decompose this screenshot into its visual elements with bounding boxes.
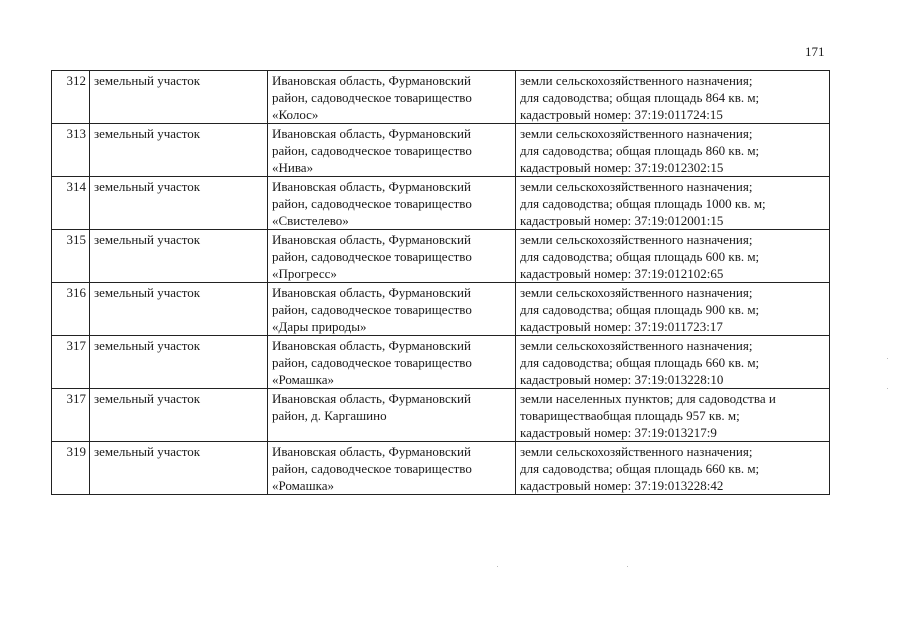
location-line: район, садоводческое товарищество <box>272 355 472 370</box>
description-cell <box>516 177 830 230</box>
description-line: кадастровый номер: 37:19:011723:17 <box>520 319 723 334</box>
row-number-cell: 317 <box>52 336 90 389</box>
description-line: кадастровый номер: 37:19:011724:15 <box>520 107 723 122</box>
object-type-cell: земельный участок <box>90 336 268 389</box>
scan-speck <box>887 388 888 389</box>
location-line: район, садоводческое товарищество <box>272 249 472 264</box>
location-line: Ивановская область, Фурмановский <box>272 338 471 353</box>
row-number-cell: 317 <box>52 389 90 442</box>
location-line: «Прогресс» <box>272 266 337 281</box>
table-row <box>52 230 830 283</box>
row-number-cell: 312 <box>52 71 90 124</box>
location-cell <box>268 442 516 495</box>
location-cell <box>268 71 516 124</box>
description-line: земли сельскохозяйственного назначения; <box>520 338 753 353</box>
location-line: Ивановская область, Фурмановский <box>272 391 471 406</box>
description-line: товариществаобщая площадь 957 кв. м; <box>520 408 740 423</box>
description-cell <box>516 389 830 442</box>
description-cell <box>516 230 830 283</box>
scan-speck <box>627 566 628 567</box>
row-number-cell: 316 <box>52 283 90 336</box>
description-line: для садоводства; общая площадь 900 кв. м; <box>520 302 760 317</box>
location-cell <box>268 389 516 442</box>
object-type-cell: земельный участок <box>90 230 268 283</box>
object-type-cell: земельный участок <box>90 283 268 336</box>
object-type-cell: земельный участок <box>90 442 268 495</box>
table-row <box>52 124 830 177</box>
location-line: Ивановская область, Фурмановский <box>272 285 471 300</box>
row-number-cell: 314 <box>52 177 90 230</box>
location-line: район, д. Каргашино <box>272 408 387 423</box>
description-line: кадастровый номер: 37:19:012102:65 <box>520 266 724 281</box>
location-line: район, садоводческое товарищество <box>272 302 472 317</box>
scan-speck <box>497 566 498 567</box>
location-line: «Дары природы» <box>272 319 367 334</box>
description-cell <box>516 336 830 389</box>
table-row <box>52 442 830 495</box>
location-line: «Нива» <box>272 160 314 175</box>
description-cell <box>516 71 830 124</box>
table-row <box>52 336 830 389</box>
location-line: Ивановская область, Фурмановский <box>272 126 471 141</box>
object-type-cell: земельный участок <box>90 177 268 230</box>
description-line: земли сельскохозяйственного назначения; <box>520 232 753 247</box>
description-line: земли населенных пунктов; для садоводства и <box>520 391 776 406</box>
description-line: кадастровый номер: 37:19:012302:15 <box>520 160 724 175</box>
description-line: земли сельскохозяйственного назначения; <box>520 73 753 88</box>
description-line: для садоводства; общая площадь 1000 кв. м; <box>520 196 766 211</box>
location-cell <box>268 177 516 230</box>
location-line: район, садоводческое товарищество <box>272 143 472 158</box>
location-cell <box>268 230 516 283</box>
location-line: «Свистелево» <box>272 213 349 228</box>
location-cell <box>268 336 516 389</box>
row-number-cell: 315 <box>52 230 90 283</box>
table-body <box>52 71 830 495</box>
description-line: кадастровый номер: 37:19:013228:42 <box>520 478 724 493</box>
row-number-cell: 319 <box>52 442 90 495</box>
row-number-cell: 313 <box>52 124 90 177</box>
location-cell <box>268 283 516 336</box>
location-line: Ивановская область, Фурмановский <box>272 232 471 247</box>
description-line: кадастровый номер: 37:19:013228:10 <box>520 372 724 387</box>
description-line: земли сельскохозяйственного назначения; <box>520 444 753 459</box>
description-line: кадастровый номер: 37:19:012001:15 <box>520 213 724 228</box>
object-type-cell: земельный участок <box>90 389 268 442</box>
table-row <box>52 177 830 230</box>
description-line: для садоводства; общая площадь 864 кв. м; <box>520 90 760 105</box>
table-row <box>52 283 830 336</box>
description-line: для садоводства; общая площадь 860 кв. м; <box>520 143 760 158</box>
location-line: Ивановская область, Фурмановский <box>272 73 471 88</box>
description-line: для садоводства; общая площадь 660 кв. м; <box>520 355 760 370</box>
page-number: 171 <box>805 44 825 59</box>
location-line: Ивановская область, Фурмановский <box>272 179 471 194</box>
location-line: «Ромашка» <box>272 478 334 493</box>
location-line: район, садоводческое товарищество <box>272 90 472 105</box>
description-cell <box>516 124 830 177</box>
description-line: для садоводства; общая площадь 600 кв. м; <box>520 249 760 264</box>
description-line: земли сельскохозяйственного назначения; <box>520 285 753 300</box>
location-cell <box>268 124 516 177</box>
location-line: Ивановская область, Фурмановский <box>272 444 471 459</box>
description-cell <box>516 283 830 336</box>
description-line: кадастровый номер: 37:19:013217:9 <box>520 425 717 440</box>
description-cell <box>516 442 830 495</box>
location-line: район, садоводческое товарищество <box>272 461 472 476</box>
table-row <box>52 389 830 442</box>
land-plots-table <box>51 70 830 495</box>
location-line: «Колос» <box>272 107 319 122</box>
description-line: земли сельскохозяйственного назначения; <box>520 126 753 141</box>
scan-speck <box>887 358 888 359</box>
object-type-cell: земельный участок <box>90 124 268 177</box>
table-row <box>52 71 830 124</box>
description-line: для садоводства; общая площадь 660 кв. м; <box>520 461 760 476</box>
description-line: земли сельскохозяйственного назначения; <box>520 179 753 194</box>
location-line: «Ромашка» <box>272 372 334 387</box>
object-type-cell: земельный участок <box>90 71 268 124</box>
location-line: район, садоводческое товарищество <box>272 196 472 211</box>
